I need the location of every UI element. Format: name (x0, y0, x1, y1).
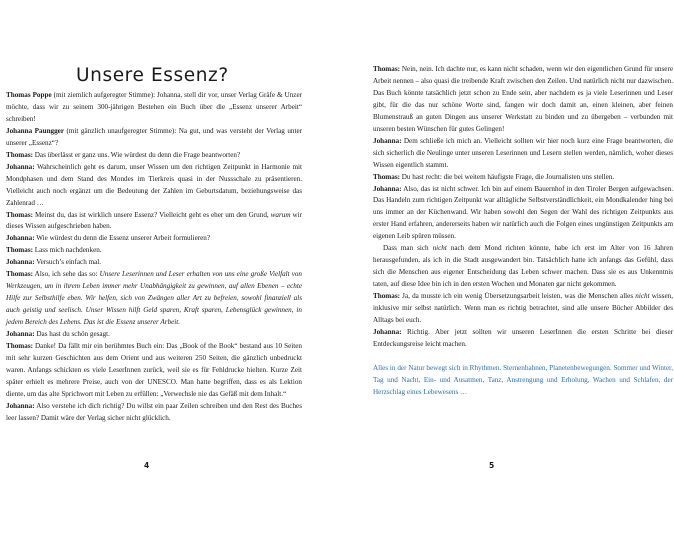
speaker-name: Thomas: (6, 210, 33, 219)
speaker-name: Thomas: (6, 246, 33, 255)
speaker-name: Thomas: (373, 172, 400, 181)
closing-blue-paragraph: Alles in der Natur bewegt sich in Rhythmen. Sternenbahnen, Planetenbewegungen. Sommer und Winter, Tag und Nacht, Ein- und Ausatmen, Tanz, Anstrengung und Erholung, Wachen und Schlafen, der Herzschlag eines Lebewesens … (373, 363, 673, 396)
stage-note: (mit gänzlich unaufgeregter Stimme): (64, 126, 179, 135)
emphasis: nicht (635, 292, 650, 301)
dialogue-paragraph: Thomas: Meinst du, das ist wirklich unsere Essenz? Vielleicht geht es eher um den Grund, warum wir dieses Wissen aufgeschrieben haben. (6, 210, 302, 231)
speaker-name: Johanna: (6, 330, 35, 339)
dialogue-paragraph: Thomas: Lass mich nachdenken. (6, 246, 102, 255)
speaker-name: Thomas: (373, 292, 400, 301)
speaker-name: Thomas: (373, 65, 400, 73)
dialogue-paragraph: Johanna: Richtig. Aber jetzt sollten wir unseren LeserInnen die ersten Schritte bei dieser Entdeckungsreise leicht machen. (373, 327, 673, 348)
dialogue-paragraph: Thomas: Danke! Da fällt mir ein berühmtes Buch ein: Das „Book of the Book“ bestand aus 10 Seiten mit sehr kurzen Geschichten aus dem Orient und aus weiteren 250 Seiten, die gänzlich unbedruckt waren. Anfangs schickten es viele LeserInnen zurück, weil sie es für Fehldrucke hielten. Kurze Zeit später erhielt es mehrere Preise, auch von der UNESCO. Man hatte begriffen, dass es als Lektion diente, um das alte Sprichwort mit Leben zu erfüllen: „Verwechsle nie das Gefäß mit dem Inhalt.“ (6, 342, 302, 398)
dialogue-paragraph: Thomas: Du hast recht: die bei weitem häufigste Frage, die Journalisten uns stellen. (373, 172, 615, 181)
speaker-name: Thomas: (6, 342, 33, 351)
chapter-title: Unsere Essenz? (76, 65, 229, 86)
right-text-column (373, 64, 673, 399)
left-text-column (6, 90, 302, 425)
speaker-name: Johanna Paungger (6, 126, 65, 135)
speaker-name: Thomas: (6, 270, 33, 279)
dialogue-paragraph: Johanna: Also, das ist nicht schwer. Ich bin auf einem Bauernhof in den Tiroler Bergen aufgewachsen. Das Handeln zum richtigen Zeitpunkt war alltägliche Selbstverständlichkeit, ein Mondkalender hing bei uns immer an der Küchenwand. Wir haben sowohl den Segen der Wahl des richtigen Zeitpunkts aus erster Hand erfahren, andererseits haben wir natürlich auch die Folgen eines ungünstigen Zeitpunkts am eigenen Leib spüren müssen. (373, 184, 673, 241)
essence-quote: Unsere Leserinnen und Leser erhalten von uns eine große Vielfalt von Werkzeugen, um in ihrem Leben immer mehr Unabhängigkeit zu gewinnen, auf allen Ebenen – echte Hilfe zur Selbsthilfe eben. Wir helfen, sich von Zwängen aller Art zu befreien, sowohl finanziell als auch geistig und seelisch. Unser Wissen hilft Geld sparen, Kraft sparen, Lebensglück gewinnen, in jedem Bereich des Lebens. Das ist die Essenz unserer Arbeit. (6, 270, 302, 327)
page-number: 5 (489, 461, 495, 470)
dialogue-paragraph: Thomas: Nein, nein. Ich dachte nur, es kann nicht schaden, wenn wir den eigentlichen Grund für unsere Arbeit nennen – also quasi die treibende Kraft zwischen den Zeilen. Und natürlich nicht nur dazwischen. Das Buch könnte tatsächlich jetzt schon zu Ende sein, aber nachdem es ja viele Leserinnen und Leser gibt, für die das nur schöne Worte sind, fangen wir doch damit an, einen kleinen, aber feinen Blumenstrauß an guten Dingen aus unserer Werkstatt zu binden und zu übergeben – verbunden mit unseren besten Wünschen für gutes Gelingen! (373, 65, 673, 133)
dialogue-paragraph: Johanna: Wie würdest du denn die Essenz unserer Arbeit formulieren? (6, 234, 211, 243)
speaker-name: Johanna: (6, 258, 35, 267)
dialogue-paragraph: Johanna: Wahrscheinlich geht es darum, unser Wissen um den richtigen Zeitpunkt in Harmonie mit Mondphasen und dem Stand des Mondes im Tierkreis quasi in der Nussschale zu präsentieren. Vielleicht auch noch ergänzt um die Bedeutung der Zahlen im Geburtsdatum, beziehungsweise das Zahlenrad … (6, 162, 302, 207)
dialogue-paragraph: Johanna: Also verstehe ich dich richtig? Du willst ein paar Zeilen schreiben und den Rest des Buches leer lassen? Damit wäre der Verlag sicher nicht glücklich. (6, 401, 302, 422)
dialogue-paragraph: Thomas: Das überlässt er ganz uns. Wie würdest du denn die Frage beantworten? (6, 150, 241, 159)
emphasis: nicht (432, 244, 447, 253)
dialogue-paragraph: Johanna: Versuch’s einfach mal. (6, 258, 102, 267)
dialogue-paragraph: Thomas Poppe (mit ziemlich aufgeregter Stimme): Johanna, stell dir vor, unser Verlag Gräfe & Unzer möchte, dass wir zu seinem 300-jährigen Bestehen ein Buch über die „Essenz unserer Arbeit“ schreiben! (6, 91, 303, 123)
speaker-name: Johanna: (6, 401, 35, 410)
speaker-name: Johanna: (6, 162, 35, 171)
narrative-paragraph: Dass man sich nicht nach dem Mond richten könnte, habe ich erst im Alter von 16 Jahren herausgefunden, als ich in die Stadt ausgewandert bin. Tatsächlich hatte ich anfangs das Gefühl, dass sich die Menschen aus eigener Entscheidung das Leben schwer machen. Dass sie es aus Unkenntnis taten, auf diese Idee bin ich in den ersten Wochen und Monaten gar nicht gekommen. (373, 244, 673, 289)
speaker-name: Johanna: (373, 184, 402, 193)
dialogue-paragraph: Johanna Paungger (mit gänzlich unaufgeregter Stimme): Na gut, und was versteht der Verlag unter unserer „Essenz“? (6, 126, 302, 147)
dialogue-paragraph: Thomas: Also, ich sehe das so: Unsere Leserinnen und Leser erhalten von uns eine große Vielfalt von Werkzeugen, um in ihrem Leben immer mehr Unabhängigkeit zu gewinnen, auf allen Ebenen – echte Hilfe zur Selbsthilfe eben. Wir helfen, sich von Zwängen aller Art zu befreien, sowohl finanziell als auch geistig und seelisch. Unser Wissen hilft Geld sparen, Kraft sparen, Lebensglück gewinnen, in jedem Bereich des Lebens. Das ist die Essenz unserer Arbeit. (6, 270, 302, 327)
right-page (337, 0, 674, 539)
dialogue-paragraph: Johanna: Dem schließe ich mich an. Vielleicht sollten wir hier noch kurz eine Frage beantworten, die sich sicherlich die Neulinge unter unseren Leserinnen und Lesern stellen werden, nämlich, woher dieses Wissen eigentlich stammt. (373, 136, 673, 169)
dialogue-paragraph: Johanna: Das hast du schön gesagt. (6, 330, 110, 339)
dialogue-paragraph: Thomas: Ja, da musste ich ein wenig Übersetzungsarbeit leisten, was die Menschen alles nicht wissen, inklusive mir selbst natürlich. Wenn man es richtig betrachtet, sind alle unsere Bücher Abbilder des Alltags bei euch. (373, 292, 673, 325)
speaker-name: Johanna: (6, 234, 35, 243)
stage-note: (mit ziemlich aufgeregter Stimme): (51, 91, 158, 99)
speaker-name: Johanna: (373, 136, 402, 145)
speaker-name: Thomas: (6, 150, 33, 159)
speaker-name: Thomas Poppe (6, 91, 52, 99)
page-number: 4 (144, 461, 150, 470)
emphasis: warum (270, 210, 291, 219)
speaker-name: Johanna: (373, 327, 402, 336)
